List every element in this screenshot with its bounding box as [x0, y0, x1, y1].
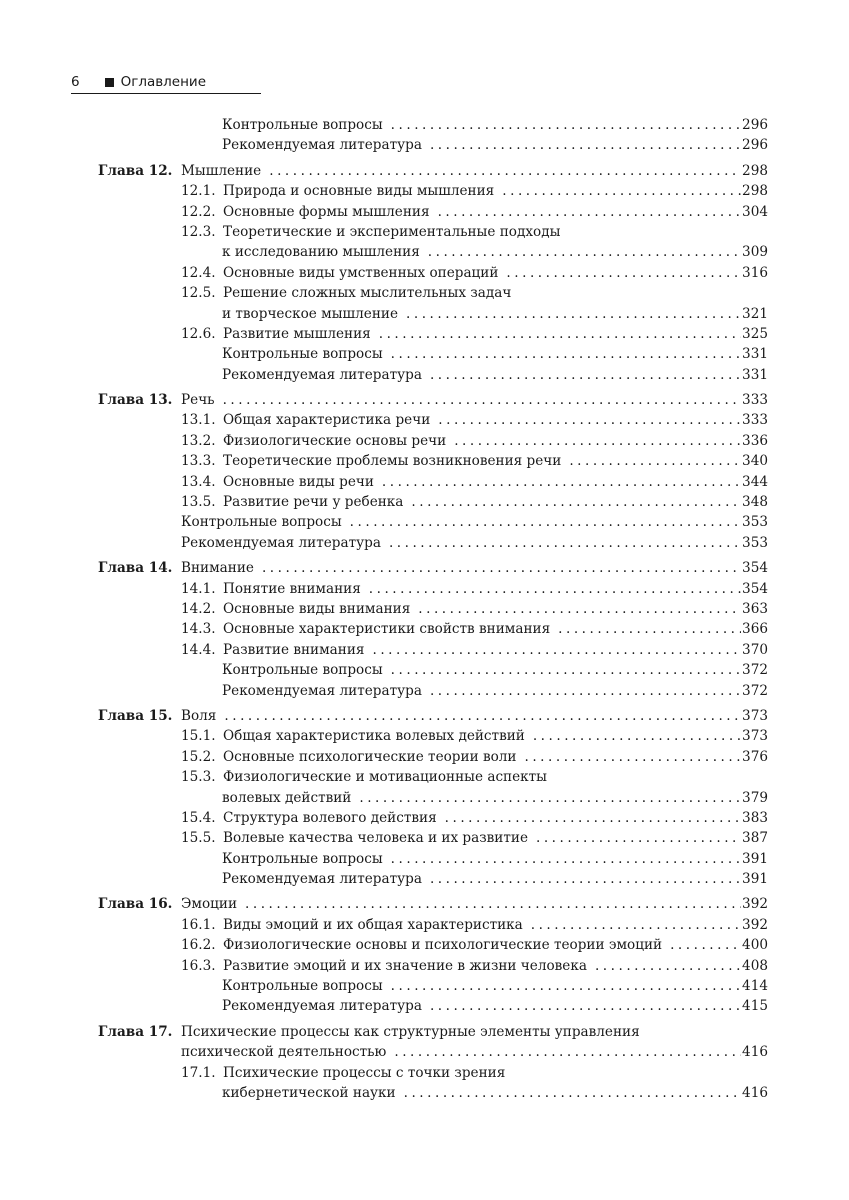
dot-leader	[430, 365, 741, 385]
toc-entry-link[interactable]	[222, 660, 768, 680]
toc-entry-link[interactable]	[181, 894, 768, 914]
toc-entry-row	[98, 849, 768, 869]
toc-entry-row	[98, 533, 768, 553]
toc-entry-title: Теоретические и экспериментальные подходы	[223, 223, 561, 240]
dot-leader	[558, 619, 741, 639]
dot-leader	[502, 181, 741, 201]
page-number-ref: 387	[742, 830, 768, 847]
table-of-contents	[98, 115, 768, 1103]
page-number-ref: 331	[742, 346, 768, 363]
running-header	[71, 74, 261, 94]
page-number-ref: 415	[742, 998, 768, 1015]
toc-entry-link[interactable]	[181, 533, 768, 553]
toc-entry-title: Физиологические и мотивационные аспекты	[223, 769, 547, 786]
toc-entry-link[interactable]	[181, 558, 768, 578]
dot-leader	[389, 533, 741, 553]
section-number: 17.1.	[181, 1064, 216, 1081]
toc-entry-title: Структура волевого действия	[223, 809, 437, 826]
page-number-ref: 340	[742, 453, 768, 470]
running-title: Оглавление	[120, 74, 207, 90]
toc-entry-title: Рекомендуемая литература	[222, 871, 422, 888]
toc-entry-title: Психические процессы как структурные элементы управления	[181, 1023, 640, 1040]
toc-entry-title: кибернетической науки	[222, 1084, 396, 1101]
toc-entry-link[interactable]	[181, 706, 768, 726]
toc-entry-row	[98, 640, 768, 660]
dot-leader	[506, 263, 741, 283]
toc-entry-title: Мышление	[181, 162, 262, 179]
section-number: 12.4.	[181, 264, 216, 281]
section-number: 13.2.	[181, 432, 216, 449]
toc-chapter-row	[98, 706, 768, 726]
square-bullet-icon	[105, 78, 114, 87]
toc-entry-row	[98, 222, 768, 242]
section-number: 13.1.	[181, 412, 216, 429]
dot-leader	[404, 1083, 741, 1103]
toc-chapter-row	[98, 1022, 768, 1042]
toc-entry-row	[98, 681, 768, 701]
toc-entry-title: Развитие эмоций и их значение в жизни человека	[223, 957, 587, 974]
dot-leader	[394, 1042, 741, 1062]
section-number: 12.5.	[181, 285, 216, 302]
section-number: 14.3.	[181, 621, 216, 638]
toc-chapter-row	[98, 894, 768, 914]
page-number-ref: 414	[742, 978, 768, 995]
toc-entry-title: Психические процессы с точки зрения	[223, 1064, 506, 1081]
toc-entry-row	[98, 935, 768, 955]
section-number: 16.2.	[181, 937, 216, 954]
dot-leader	[430, 996, 741, 1016]
toc-entry-link[interactable]	[181, 726, 768, 746]
page-number-ref: 376	[742, 748, 768, 765]
toc-entry-row	[98, 304, 768, 324]
dot-leader	[438, 202, 741, 222]
toc-entry-title: Решение сложных мыслительных задач	[223, 285, 512, 302]
toc-entry-row	[98, 767, 768, 787]
dot-leader	[406, 304, 741, 324]
toc-entry-row	[98, 135, 768, 155]
toc-entry-row	[98, 512, 768, 532]
toc-entry-link[interactable]	[181, 956, 768, 976]
chapter-label: Глава 16.	[98, 896, 173, 913]
toc-entry-title: Развитие речи у ребенка	[223, 494, 404, 511]
toc-entry-row	[98, 726, 768, 746]
toc-entry-title: Основные виды внимания	[223, 600, 411, 617]
page-number-ref: 372	[742, 682, 768, 699]
toc-entry-row	[98, 996, 768, 1016]
toc-entry-link[interactable]	[222, 976, 768, 996]
page-number-ref: 416	[742, 1084, 768, 1101]
toc-entry-title: Волевые качества человека и их развитие	[223, 830, 528, 847]
dot-leader	[350, 512, 741, 532]
toc-entry-title: психической деятельностью	[181, 1044, 387, 1061]
toc-entry-link[interactable]	[181, 808, 768, 828]
toc-entry-title: Общая характеристика волевых действий	[223, 728, 525, 745]
toc-entry-link[interactable]	[181, 1042, 768, 1062]
chapter-label: Глава 12.	[98, 162, 173, 179]
toc-entry-title: к исследованию мышления	[222, 244, 420, 261]
toc-entry-link[interactable]	[181, 492, 768, 512]
toc-entry-title: Контрольные вопросы	[222, 346, 383, 363]
toc-entry-row	[98, 263, 768, 283]
toc-entry-link[interactable]	[222, 135, 768, 155]
toc-entry-link[interactable]	[181, 640, 768, 660]
toc-entry-row	[98, 788, 768, 808]
toc-entry-row	[98, 324, 768, 344]
toc-entry-row	[98, 344, 768, 364]
dot-leader	[391, 115, 741, 135]
toc-entry-title: Основные виды речи	[223, 473, 374, 490]
dot-leader	[391, 976, 741, 996]
toc-entry-link[interactable]	[181, 202, 768, 222]
chapter-label: Глава 15.	[98, 707, 173, 724]
section-number: 16.1.	[181, 916, 216, 933]
toc-entry-link[interactable]	[181, 324, 768, 344]
toc-entry-link[interactable]	[181, 935, 768, 955]
toc-entry-link[interactable]	[222, 849, 768, 869]
section-number: 14.4.	[181, 641, 216, 658]
section-number: 15.3.	[181, 769, 216, 786]
toc-entry-row	[98, 619, 768, 639]
toc-entry-row	[98, 202, 768, 222]
section-number: 16.3.	[181, 957, 216, 974]
section-number: 13.4.	[181, 473, 216, 490]
chapter-label: Глава 17.	[98, 1023, 173, 1040]
toc-entry-title: Внимание	[181, 560, 254, 577]
dot-leader	[269, 161, 741, 181]
dot-leader	[382, 472, 741, 492]
toc-entry-title: Общая характеристика речи	[223, 412, 431, 429]
toc-entry-title: Рекомендуемая литература	[222, 998, 422, 1015]
dot-leader	[245, 894, 741, 914]
toc-entry-row	[98, 492, 768, 512]
page-number-ref: 325	[742, 325, 768, 342]
toc-entry-row	[98, 1083, 768, 1103]
section-number: 12.3.	[181, 223, 216, 240]
page-number-ref: 336	[742, 432, 768, 449]
toc-entry-title: Эмоции	[181, 896, 238, 913]
page-number-ref: 373	[742, 707, 768, 724]
toc-chapter-row	[98, 161, 768, 181]
page-number-ref: 348	[742, 494, 768, 511]
page-number-ref: 400	[742, 937, 768, 954]
dot-leader	[428, 242, 741, 262]
toc-entry-title: Основные характеристики свойств внимания	[223, 621, 551, 638]
page-number-ref: 354	[742, 560, 768, 577]
toc-entry-title: Контрольные вопросы	[181, 514, 342, 531]
dot-leader	[536, 828, 741, 848]
section-number: 15.1.	[181, 728, 216, 745]
page-number-ref: 298	[742, 183, 768, 200]
toc-entry-link[interactable]	[181, 410, 768, 430]
page-number-ref: 309	[742, 244, 768, 261]
toc-entry-row	[98, 660, 768, 680]
section-number: 13.5.	[181, 494, 216, 511]
page-number-ref: 296	[742, 137, 768, 154]
toc-entry-title: Природа и основные виды мышления	[223, 183, 495, 200]
toc-entry-link[interactable]	[181, 619, 768, 639]
section-number: 12.2.	[181, 203, 216, 220]
toc-entry-link[interactable]	[222, 242, 768, 262]
page-number-ref: 354	[742, 580, 768, 597]
toc-chapter-row	[98, 558, 768, 578]
page-number-ref: 333	[742, 392, 768, 409]
toc-entry-row	[98, 431, 768, 451]
page-number-ref: 379	[742, 789, 768, 806]
page-number-ref: 391	[742, 850, 768, 867]
page-number-ref: 296	[742, 117, 768, 133]
page-number-ref: 298	[742, 162, 768, 179]
toc-entry-title: Контрольные вопросы	[222, 117, 383, 133]
toc-entry-title: Виды эмоций и их общая характеристика	[223, 916, 523, 933]
toc-entry-title: Воля	[181, 707, 217, 724]
page-number-ref: 331	[742, 366, 768, 383]
page-number-ref: 304	[742, 203, 768, 220]
toc-entry-title: Развитие внимания	[223, 641, 365, 658]
dot-leader	[445, 808, 741, 828]
page-number-ref: 333	[742, 412, 768, 429]
page-number-ref: 321	[742, 305, 768, 322]
dot-leader	[223, 390, 741, 410]
toc-entry-link[interactable]	[222, 869, 768, 889]
toc-chapter-row	[98, 390, 768, 410]
dot-leader	[379, 324, 741, 344]
toc-entry-row	[98, 181, 768, 201]
toc-entry-link[interactable]	[181, 828, 768, 848]
toc-entry-row	[98, 1042, 768, 1062]
section-number: 13.3.	[181, 453, 216, 470]
toc-entry-link[interactable]	[222, 996, 768, 1016]
page-number-ref: 408	[742, 957, 768, 974]
dot-leader	[531, 915, 741, 935]
page-number-ref: 416	[742, 1044, 768, 1061]
toc-entry-link[interactable]	[181, 161, 768, 181]
toc-entry-row	[98, 808, 768, 828]
toc-entry-title: Рекомендуемая литература	[222, 682, 422, 699]
page-number-ref: 363	[742, 600, 768, 617]
section-number: 14.1.	[181, 580, 216, 597]
dot-leader	[391, 660, 741, 680]
toc-entry-title: Основные формы мышления	[223, 203, 430, 220]
toc-entry-title: Основные виды умственных операций	[223, 264, 499, 281]
toc-entry-title: Речь	[181, 392, 215, 409]
toc-entry-link[interactable]	[181, 390, 768, 410]
toc-entry-title: Понятие внимания	[223, 580, 361, 597]
section-number: 15.4.	[181, 809, 216, 826]
toc-entry-link[interactable]	[222, 304, 768, 324]
toc-entry-link[interactable]	[181, 512, 768, 532]
toc-entry-title: Контрольные вопросы	[222, 662, 383, 679]
dot-leader	[369, 579, 741, 599]
toc-entry-title: Рекомендуемая литература	[222, 137, 422, 154]
page-number: 6	[71, 74, 80, 90]
dot-leader	[372, 640, 741, 660]
toc-entry-row	[98, 283, 768, 303]
page-number-ref: 366	[742, 621, 768, 638]
dot-leader	[418, 599, 741, 619]
toc-entry-link[interactable]	[181, 579, 768, 599]
toc-entry-title: Физиологические основы речи	[223, 432, 447, 449]
toc-entry-link[interactable]	[181, 451, 768, 471]
toc-entry-title: Контрольные вопросы	[222, 850, 383, 867]
page-number-ref: 353	[742, 514, 768, 531]
toc-entry-row	[98, 747, 768, 767]
page-number-ref: 370	[742, 641, 768, 658]
toc-entry-title: Развитие мышления	[223, 325, 371, 342]
dot-leader	[262, 558, 741, 578]
toc-entry-row	[98, 451, 768, 471]
toc-entry-row	[98, 242, 768, 262]
toc-entry-link[interactable]	[181, 599, 768, 619]
toc-entry-title: Рекомендуемая литература	[181, 534, 381, 551]
dot-leader	[595, 956, 741, 976]
dot-leader	[430, 135, 741, 155]
toc-entry-row	[98, 472, 768, 492]
toc-entry-title: Основные психологические теории воли	[223, 748, 517, 765]
toc-entry-title: Контрольные вопросы	[222, 978, 383, 995]
section-number: 12.6.	[181, 325, 216, 342]
toc-entry-link[interactable]	[222, 344, 768, 364]
chapter-label: Глава 14.	[98, 560, 173, 577]
page-number-ref: 372	[742, 662, 768, 679]
toc-entry-row	[98, 869, 768, 889]
dot-leader	[533, 726, 741, 746]
toc-entry-row	[98, 365, 768, 385]
dot-leader	[430, 869, 741, 889]
page-number-ref: 353	[742, 534, 768, 551]
toc-entry-link[interactable]	[181, 915, 768, 935]
toc-entry-row	[98, 579, 768, 599]
toc-entry-title: волевых действий	[222, 789, 352, 806]
toc-entry-link[interactable]	[222, 365, 768, 385]
dot-leader	[454, 431, 741, 451]
section-number: 14.2.	[181, 600, 216, 617]
page-number-ref: 392	[742, 916, 768, 933]
dot-leader	[411, 492, 741, 512]
dot-leader	[524, 747, 741, 767]
page-number-ref: 316	[742, 264, 768, 281]
page-number-ref: 391	[742, 871, 768, 888]
page-number-ref: 344	[742, 473, 768, 490]
dot-leader	[391, 849, 741, 869]
section-number: 15.2.	[181, 748, 216, 765]
chapter-label: Глава 13.	[98, 392, 173, 409]
toc-entry-link[interactable]	[181, 431, 768, 451]
dot-leader	[391, 344, 741, 364]
toc-entry-link[interactable]	[181, 181, 768, 201]
toc-entry-row	[98, 410, 768, 430]
dot-leader	[569, 451, 741, 471]
page-number-ref: 383	[742, 809, 768, 826]
page-number-ref: 392	[742, 896, 768, 913]
toc-entry-link[interactable]	[181, 747, 768, 767]
dot-leader	[670, 935, 741, 955]
dot-leader	[430, 681, 741, 701]
toc-entry-link[interactable]	[222, 1083, 768, 1103]
toc-entry-row	[98, 115, 768, 135]
page-number-ref: 373	[742, 728, 768, 745]
dot-leader	[224, 706, 741, 726]
section-number: 15.5.	[181, 830, 216, 847]
toc-entry-row	[98, 1063, 768, 1083]
toc-entry-row	[98, 828, 768, 848]
toc-entry-title: Рекомендуемая литература	[222, 366, 422, 383]
toc-entry-link[interactable]	[181, 263, 768, 283]
toc-entry-link[interactable]	[222, 788, 768, 808]
toc-entry-row	[98, 599, 768, 619]
dot-leader	[438, 410, 741, 430]
toc-entry-title: Теоретические проблемы возникновения речи	[223, 453, 562, 470]
toc-entry-title: Физиологические основы и психологические теории эмоций	[223, 937, 663, 954]
toc-entry-title: и творческое мышление	[222, 305, 399, 322]
toc-entry-link[interactable]	[222, 681, 768, 701]
toc-entry-row	[98, 956, 768, 976]
toc-entry-row	[98, 976, 768, 996]
dot-leader	[359, 788, 741, 808]
section-number: 12.1.	[181, 183, 216, 200]
toc-entry-link[interactable]	[222, 115, 768, 135]
toc-entry-link[interactable]	[181, 472, 768, 492]
toc-entry-row	[98, 915, 768, 935]
